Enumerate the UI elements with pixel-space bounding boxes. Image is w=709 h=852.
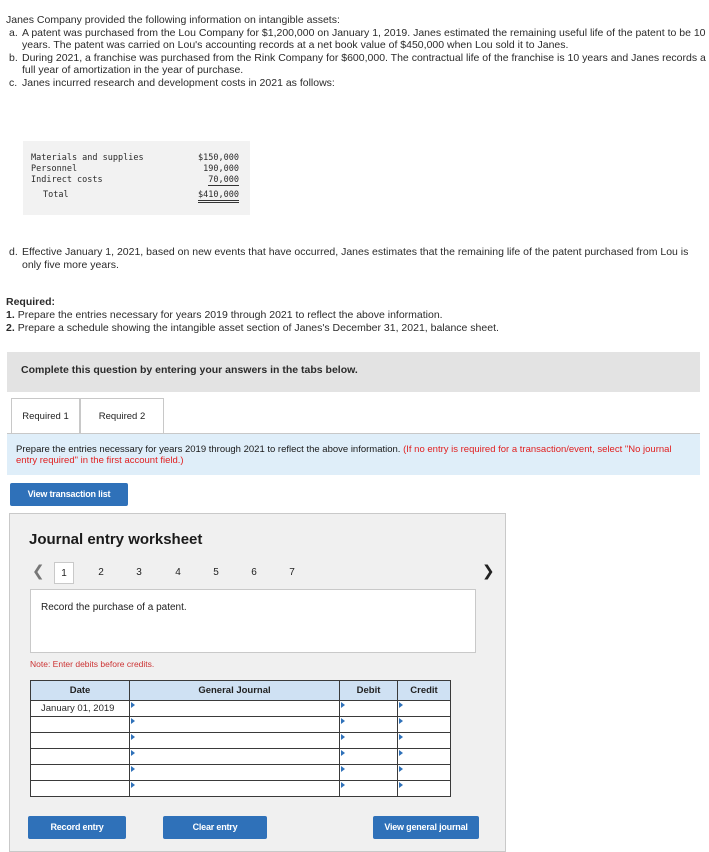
page-6[interactable]: 6 — [251, 567, 257, 578]
problem-text — [6, 14, 706, 89]
journal-entry-worksheet — [9, 513, 506, 852]
col-header-credit: Credit — [398, 681, 451, 701]
rd-amount: 190,000 — [203, 164, 239, 174]
instruction-text-block — [16, 444, 686, 466]
tab-required-1[interactable]: Required 1 — [11, 398, 80, 434]
item-letter: c. — [9, 76, 18, 89]
required-item-2 — [6, 322, 706, 335]
rd-amount: $150,000 — [198, 153, 239, 163]
rd-label: Personnel — [31, 164, 78, 174]
instruction-note: (If no entry is required for a transaction/event, select "No journal entry required" in the first account field.) — [16, 444, 672, 466]
date-cell — [31, 781, 130, 797]
date-cell — [31, 749, 130, 765]
entry-description-box — [30, 589, 476, 653]
item-letter: a. — [9, 26, 18, 39]
page-3[interactable]: 3 — [136, 567, 142, 578]
complete-question-bar — [7, 352, 700, 392]
instruction-text: Prepare the entries necessary for years 2019 through 2021 to reflect the above information. — [16, 444, 401, 455]
required-num: 2. — [6, 322, 15, 334]
clear-entry-button[interactable]: Clear entry — [163, 816, 267, 839]
page-5[interactable]: 5 — [213, 567, 219, 578]
instruction-panel — [7, 433, 700, 475]
account-input[interactable] — [130, 749, 340, 765]
account-input[interactable] — [130, 733, 340, 749]
debit-input[interactable] — [340, 717, 398, 733]
credit-input[interactable] — [398, 781, 451, 797]
credit-input[interactable] — [398, 701, 451, 717]
col-header-journal: General Journal — [130, 681, 340, 701]
journal-header-row — [31, 681, 451, 701]
account-input[interactable] — [130, 701, 340, 717]
intro-line: Janes Company provided the following information on intangible assets: — [6, 14, 340, 26]
table-row — [31, 717, 451, 733]
debits-note: Note: Enter debits before credits. — [30, 659, 155, 669]
item-text: Janes incurred research and development costs in 2021 as follows: — [22, 76, 335, 89]
rd-label: Materials and supplies — [31, 153, 144, 163]
col-header-debit: Debit — [340, 681, 398, 701]
item-text: During 2021, a franchise was purchased from the Rink Company for $600,000. The contractual life of the franchise is 10 years and Janes records a full year of amortization in the year of purchase. — [22, 51, 706, 76]
worksheet-title: Journal entry worksheet — [29, 531, 203, 548]
rd-amount: 70,000 — [208, 175, 239, 185]
required-item-1 — [6, 309, 706, 322]
table-row — [31, 781, 451, 797]
item-letter: b. — [9, 51, 18, 64]
rd-amount: $410,000 — [198, 190, 239, 203]
debit-input[interactable] — [340, 701, 398, 717]
debit-input[interactable] — [340, 781, 398, 797]
account-input[interactable] — [130, 717, 340, 733]
page-7[interactable]: 7 — [289, 567, 295, 578]
required-text: Prepare a schedule showing the intangible asset section of Janes's December 31, 2021, balance sheet. — [17, 322, 499, 334]
required-text: Prepare the entries necessary for years 2019 through 2021 to reflect the above information. — [17, 309, 443, 321]
rd-label: Indirect costs — [31, 175, 103, 185]
entry-description: Record the purchase of a patent. — [41, 602, 187, 613]
required-section — [6, 296, 706, 335]
item-b — [6, 52, 706, 77]
rd-cost-table — [23, 141, 250, 215]
record-entry-button[interactable]: Record entry — [28, 816, 126, 839]
debit-input[interactable] — [340, 733, 398, 749]
item-d — [6, 246, 706, 271]
required-num: 1. — [6, 309, 15, 321]
table-row — [31, 749, 451, 765]
debit-input[interactable] — [340, 749, 398, 765]
tab-required-2[interactable]: Required 2 — [80, 398, 164, 434]
date-cell — [31, 717, 130, 733]
item-a — [6, 27, 706, 52]
account-input[interactable] — [130, 765, 340, 781]
credit-input[interactable] — [398, 749, 451, 765]
complete-question-text: Complete this question by entering your answers in the tabs below. — [21, 364, 358, 376]
credit-input[interactable] — [398, 765, 451, 781]
table-row — [31, 701, 451, 717]
credit-input[interactable] — [398, 717, 451, 733]
chevron-left-icon[interactable]: ❮ — [32, 563, 45, 580]
date-cell — [31, 765, 130, 781]
item-letter: d. — [9, 246, 18, 258]
item-text: A patent was purchased from the Lou Company for $1,200,000 on January 1, 2019. Janes estimated the remaining useful life of the patent to be 10 years. The patent was carried on Lou's accounting records at a net book value of $450,000 when Lou sold it to Janes. — [22, 26, 706, 51]
page-2[interactable]: 2 — [98, 567, 104, 578]
page-1[interactable]: 1 — [54, 562, 74, 584]
date-cell — [31, 733, 130, 749]
required-heading: Required: — [6, 296, 56, 308]
date-cell: January 01, 2019 — [31, 701, 130, 717]
chevron-right-icon[interactable]: ❯ — [482, 563, 495, 580]
page-4[interactable]: 4 — [175, 567, 181, 578]
view-transaction-list-button[interactable]: View transaction list — [10, 483, 128, 506]
item-text: Effective January 1, 2021, based on new events that have occurred, Janes estimates that the remaining life of the patent purchased from Lou is only five more years. — [22, 246, 689, 271]
table-row — [31, 733, 451, 749]
rd-label: Total — [43, 190, 69, 200]
view-general-journal-button[interactable]: View general journal — [373, 816, 479, 839]
table-row — [31, 765, 451, 781]
item-c — [6, 77, 706, 90]
col-header-date: Date — [31, 681, 130, 701]
credit-input[interactable] — [398, 733, 451, 749]
account-input[interactable] — [130, 781, 340, 797]
debit-input[interactable] — [340, 765, 398, 781]
journal-table — [30, 680, 451, 797]
